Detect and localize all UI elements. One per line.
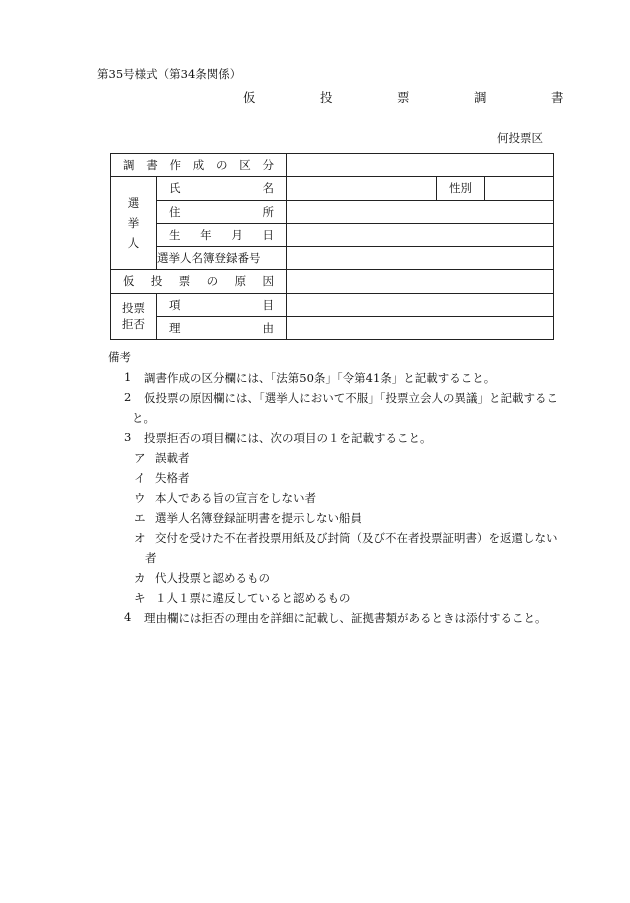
field-provisional-cause[interactable] [287, 270, 554, 293]
row-label-reason: 理 由 [157, 316, 287, 339]
remarks-heading: 備考 [108, 350, 131, 364]
provisional-vote-form-table [110, 153, 554, 340]
row-label-register-number: 選挙人名簿登録番号 [157, 247, 287, 270]
voting-district: 何投票区 [497, 131, 543, 145]
field-name[interactable] [287, 177, 437, 200]
row-label-birthdate: 生 年 月 日 [157, 223, 287, 246]
row-label-name: 氏 名 [157, 177, 287, 200]
field-address[interactable] [287, 200, 554, 223]
row-label-record-category: 調 書 作 成 の 区 分 [111, 154, 287, 177]
document-title: 仮 投 票 調 書 [243, 90, 590, 105]
field-gender[interactable] [485, 177, 554, 200]
gender-label: 性別 [437, 177, 485, 200]
form-number: 第35号様式（第34条関係） [97, 67, 242, 81]
row-label-item: 項 目 [157, 293, 287, 316]
row-label-provisional-cause: 仮 投 票 の 原 因 [111, 270, 287, 293]
field-birthdate[interactable] [287, 223, 554, 246]
voter-group-label: 選 挙 人 [111, 177, 157, 270]
field-item[interactable] [287, 293, 554, 316]
field-register-number[interactable] [287, 247, 554, 270]
field-record-category[interactable] [287, 154, 554, 177]
row-label-address: 住 所 [157, 200, 287, 223]
rejection-group-label: 投票 拒否 [111, 293, 157, 340]
field-reason[interactable] [287, 316, 554, 339]
